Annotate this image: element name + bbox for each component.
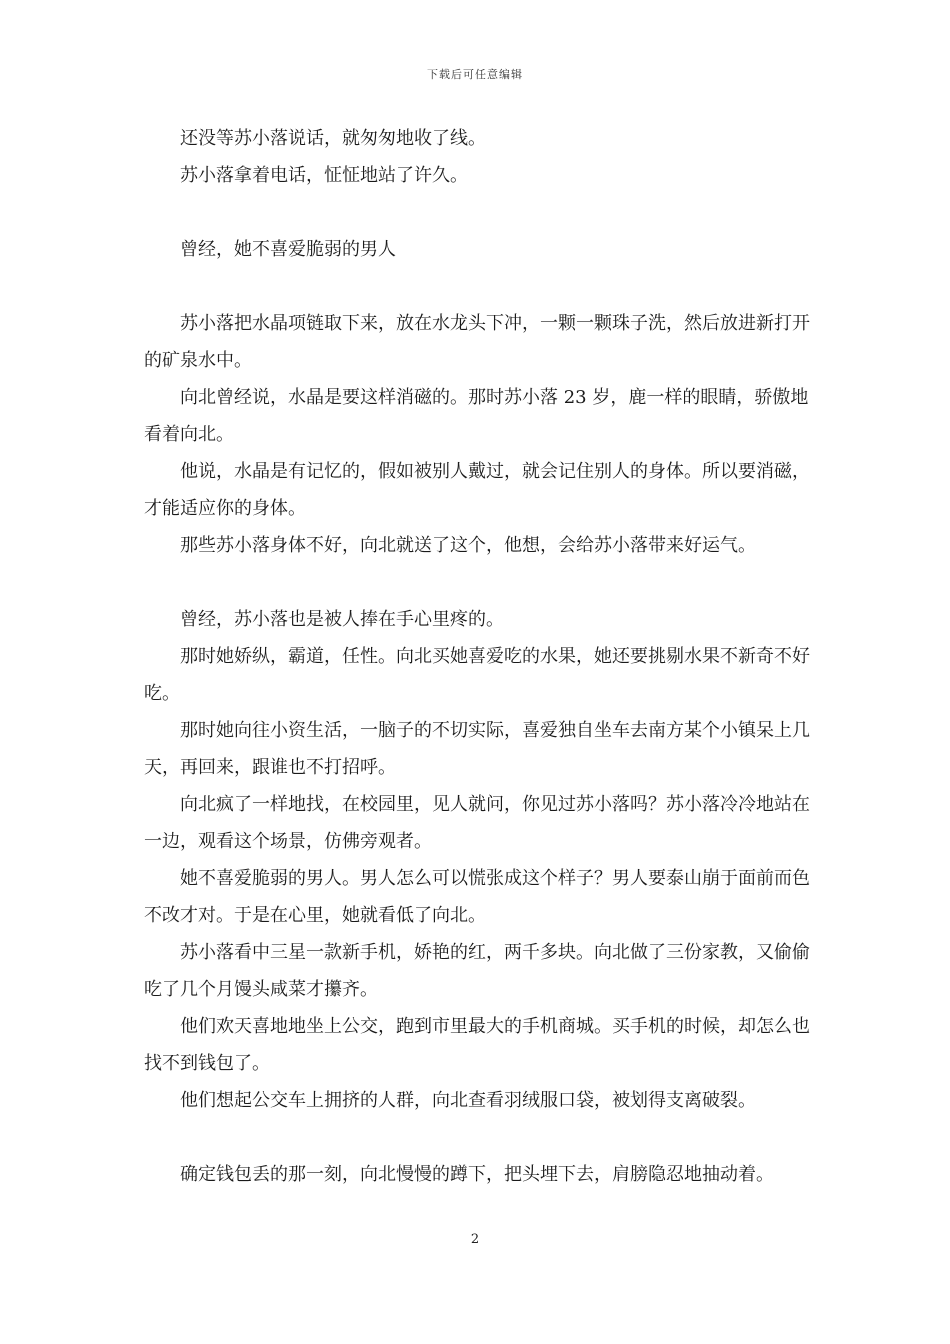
paragraph: 那些苏小落身体不好，向北就送了这个，他想，会给苏小落带来好运气。 (180, 535, 756, 556)
section-heading: 曾经，她不喜爱脆弱的男人 (180, 239, 396, 260)
paragraph: 确定钱包丢的那一刻，向北慢慢的蹲下，把头埋下去，肩膀隐忍地抽动着。 (180, 1164, 774, 1185)
paragraph: 向北疯了一样地找，在校园里，见人就问，你见过苏小落吗？苏小落冷冷地站在一边，观看这个场景，仿佛旁观者。 (144, 794, 810, 852)
page-header: 下载后可任意编辑 (427, 68, 523, 81)
paragraph: 那时她娇纵，霸道，任性。向北买她喜爱吃的水果，她还要挑剔水果不新奇不好吃。 (144, 646, 810, 704)
paragraph: 曾经，苏小落也是被人捧在手心里疼的。 (180, 609, 504, 630)
body-text (144, 120, 810, 1193)
page-number: 2 (470, 1232, 480, 1247)
paragraph: 她不喜爱脆弱的男人。男人怎么可以慌张成这个样子？男人要泰山崩于面前而色不改才对。于是在心里，她就看低了向北。 (144, 868, 810, 926)
paragraph: 他说，水晶是有记忆的，假如被别人戴过，就会记住别人的身体。所以要消磁，才能适应你的身体。 (144, 461, 810, 519)
paragraph: 向北曾经说，水晶是要这样消磁的。那时苏小落 23 岁，鹿一样的眼睛，骄傲地看着向北。 (144, 387, 809, 445)
paragraph: 那时她向往小资生活，一脑子的不切实际，喜爱独自坐车去南方某个小镇呆上几天，再回来，跟谁也不打招呼。 (144, 720, 810, 778)
paragraph: 他们欢天喜地地坐上公交，跑到市里最大的手机商城。买手机的时候，却怎么也找不到钱包了。 (144, 1016, 810, 1074)
paragraph: 苏小落拿着电话，怔怔地站了许久。 (180, 165, 468, 186)
paragraph: 他们想起公交车上拥挤的人群，向北查看羽绒服口袋，被划得支离破裂。 (180, 1090, 756, 1111)
paragraph: 苏小落看中三星一款新手机，娇艳的红，两千多块。向北做了三份家教，又偷偷吃了几个月馒头咸菜才攥齐。 (144, 942, 810, 1000)
paragraph: 苏小落把水晶项链取下来，放在水龙头下冲，一颗一颗珠子洗，然后放进新打开的矿泉水中。 (144, 313, 810, 371)
paragraph: 还没等苏小落说话，就匆匆地收了线。 (180, 128, 486, 149)
